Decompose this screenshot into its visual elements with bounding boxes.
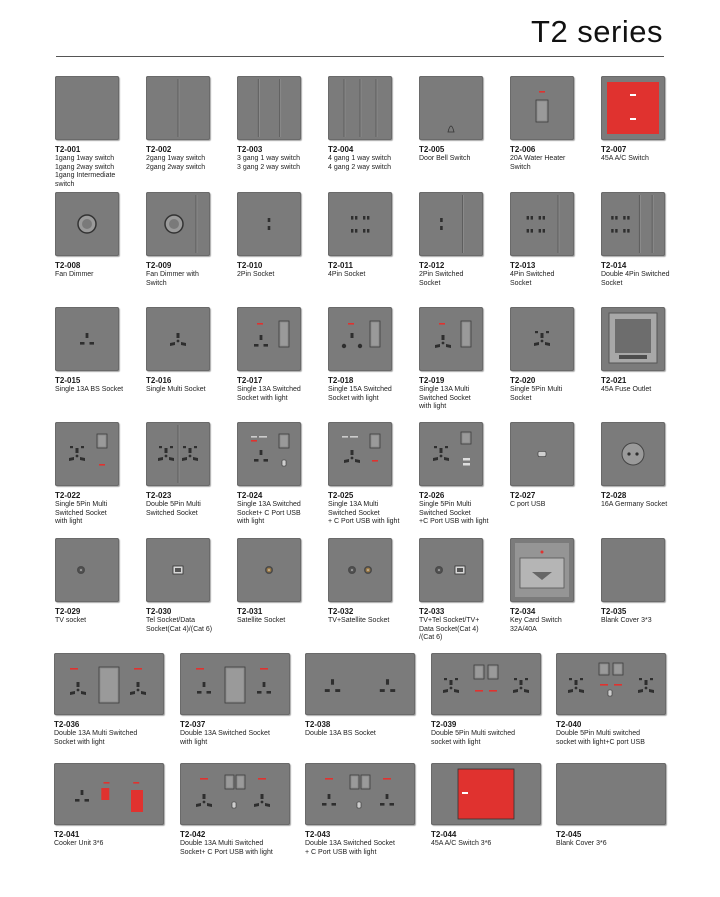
product-code: T2-019: [419, 376, 445, 385]
4pin-socket-icon: [328, 192, 392, 256]
cooker-unit-icon: [54, 763, 164, 825]
product-description: 2Pin Switched Socket: [419, 271, 464, 287]
product-description: Double 13A Multi Switched Socket with light: [54, 730, 138, 746]
satellite-socket-icon: [237, 538, 301, 602]
product-code: T2-013: [510, 261, 536, 270]
double-bs-switched-icon: [180, 653, 290, 715]
product-description: Single 5Pin Multi Switched Socket +C Port USB with light: [419, 501, 489, 526]
product-description: Fan Dimmer with Switch: [146, 271, 199, 287]
page-title: T2 series: [531, 14, 663, 49]
product-code: T2-016: [146, 376, 172, 385]
switch-1g-icon: [55, 76, 119, 140]
product-code: T2-009: [146, 261, 172, 270]
product-description: 3 gang 1 way switch 3 gang 2 way switch: [237, 155, 301, 171]
product-code: T2-042: [180, 830, 206, 839]
product-code: T2-043: [305, 830, 331, 839]
5pin-multi-socket-icon: [510, 307, 574, 371]
data-socket-icon: [146, 538, 210, 602]
multi-usb-socket-icon: [328, 422, 392, 486]
product-code: T2-007: [601, 145, 627, 154]
product-description: Double 4Pin Switched Socket: [601, 271, 670, 287]
multi-switched-socket-icon: [419, 307, 483, 371]
bs-socket-icon: [55, 307, 119, 371]
fan-dimmer-switch-icon: [146, 192, 210, 256]
blank-cover-icon: [601, 538, 665, 602]
switch-4g-icon: [328, 76, 392, 140]
product-code: T2-011: [328, 261, 353, 270]
water-heater-switch-icon: [510, 76, 574, 140]
product-code: T2-035: [601, 607, 627, 616]
product-code: T2-044: [431, 830, 457, 839]
4pin-switched-socket-icon: [510, 192, 574, 256]
fan-dimmer-icon: [55, 192, 119, 256]
product-description: Single Multi Socket: [146, 386, 206, 393]
double-multi-switched-icon: [54, 653, 164, 715]
product-description: 1gang 1way switch 1gang 2way switch 1gang Intermediate switch: [55, 155, 116, 188]
key-card-switch-icon: [510, 538, 574, 602]
product-description: Single 13A Multi Switched Socket with light: [419, 386, 471, 411]
product-description: Single 5Pin Multi Socket: [510, 386, 563, 402]
product-description: 20A Water Heater Switch: [510, 155, 566, 171]
product-description: 2gang 1way switch 2gang 2way switch: [146, 155, 206, 171]
double-bs-icon: [305, 653, 415, 715]
product-description: TV socket: [55, 617, 87, 624]
product-code: T2-014: [601, 261, 627, 270]
product-code: T2-018: [328, 376, 354, 385]
schuko-socket-icon: [601, 422, 665, 486]
bell-switch-icon: [419, 76, 483, 140]
product-code: T2-026: [419, 491, 445, 500]
product-code: T2-033: [419, 607, 445, 616]
product-description: 16A Germany Socket: [601, 501, 668, 508]
product-description: 45A A/C Switch 3*6: [431, 840, 492, 847]
ac-switch-wide-icon: [431, 763, 541, 825]
product-description: Double 13A Multi Switched Socket+ C Port USB with light: [180, 840, 273, 856]
product-code: T2-006: [510, 145, 536, 154]
product-code: T2-004: [328, 145, 354, 154]
fuse-outlet-icon: [601, 307, 665, 371]
product-code: T2-032: [328, 607, 354, 616]
product-code: T2-029: [55, 607, 81, 616]
product-description: 45A A/C Switch: [601, 155, 649, 162]
product-description: Double 13A BS Socket: [305, 730, 376, 737]
product-code: T2-022: [55, 491, 81, 500]
product-code: T2-038: [305, 720, 331, 729]
product-description: TV+Satellite Socket: [328, 617, 390, 624]
multi-socket-icon: [146, 307, 210, 371]
product-description: Single 13A BS Socket: [55, 386, 124, 393]
product-code: T2-002: [146, 145, 172, 154]
product-code: T2-001: [55, 145, 81, 154]
tv-data-socket-icon: [419, 538, 483, 602]
product-code: T2-023: [146, 491, 172, 500]
product-description: Blank Cover 3*3: [601, 617, 652, 624]
product-description: Double 5Pin Multi switched socket with light+C port USB: [556, 730, 645, 746]
product-description: Double 13A Switched Socket with light: [180, 730, 270, 746]
bs-usb-socket-icon: [237, 422, 301, 486]
product-description: Single 13A Switched Socket with light: [237, 386, 301, 402]
product-description: Door Bell Switch: [419, 155, 471, 162]
product-description: C port USB: [510, 501, 546, 508]
product-description: Blank Cover 3*6: [556, 840, 607, 847]
product-description: Key Card Switch 32A/40A: [510, 617, 562, 633]
product-description: 2Pin Socket: [237, 271, 275, 278]
product-code: T2-037: [180, 720, 206, 729]
product-code: T2-034: [510, 607, 536, 616]
15a-switched-socket-icon: [328, 307, 392, 371]
product-code: T2-045: [556, 830, 582, 839]
product-code: T2-012: [419, 261, 445, 270]
product-description: Fan Dimmer: [55, 271, 94, 278]
product-code: T2-027: [510, 491, 536, 500]
product-description: Double 5Pin Multi switched socket with light: [431, 730, 516, 746]
product-code: T2-031: [237, 607, 263, 616]
product-code: T2-003: [237, 145, 263, 154]
ac-switch-icon: [601, 76, 665, 140]
double-multi-usb-icon: [180, 763, 290, 825]
product-description: Single 13A Multi Switched Socket + C Port USB with light: [328, 501, 400, 526]
product-description: Double 5Pin Multi Switched Socket: [146, 501, 201, 517]
product-description: Double 13A Switched Socket + C Port USB with light: [305, 840, 395, 856]
double-5pin-socket-icon: [146, 422, 210, 486]
switch-3g-icon: [237, 76, 301, 140]
2pin-socket-icon: [237, 192, 301, 256]
product-code: T2-028: [601, 491, 627, 500]
switch-2g-icon: [146, 76, 210, 140]
product-description: Single 15A Switched Socket with light: [328, 386, 392, 402]
product-code: T2-040: [556, 720, 582, 729]
tv-satellite-socket-icon: [328, 538, 392, 602]
double-bs-usb-icon: [305, 763, 415, 825]
product-description: TV+Tel Socket/TV+ Data Socket(Cat 4) /(Cat 6): [419, 617, 480, 642]
tv-socket-icon: [55, 538, 119, 602]
bs-switched-socket-icon: [237, 307, 301, 371]
5pin-switched-socket-icon: [55, 422, 119, 486]
product-description: Single 13A Switched Socket+ C Port USB with light: [237, 501, 301, 526]
5pin-usb-socket-icon: [419, 422, 483, 486]
2pin-switched-socket-icon: [419, 192, 483, 256]
usb-c-icon: [510, 422, 574, 486]
product-code: T2-015: [55, 376, 81, 385]
product-code: T2-021: [601, 376, 627, 385]
product-description: Single 5Pin Multi Switched Socket with light: [55, 501, 108, 526]
product-code: T2-036: [54, 720, 80, 729]
product-description: Satellite Socket: [237, 617, 286, 624]
title-divider: [56, 56, 664, 57]
double-5pin-usb-icon: [556, 653, 666, 715]
product-code: T2-025: [328, 491, 354, 500]
product-description: 4Pin Switched Socket: [510, 271, 555, 287]
product-code: T2-030: [146, 607, 172, 616]
double-5pin-switched-icon: [431, 653, 541, 715]
blank-cover-wide-icon: [556, 763, 666, 825]
product-code: T2-041: [54, 830, 80, 839]
product-description: 4Pin Socket: [328, 271, 366, 278]
product-code: T2-039: [431, 720, 457, 729]
product-code: T2-005: [419, 145, 445, 154]
product-code: T2-017: [237, 376, 263, 385]
double-4pin-switched-socket-icon: [601, 192, 665, 256]
product-code: T2-024: [237, 491, 263, 500]
product-code: T2-010: [237, 261, 263, 270]
product-description: Cooker Unit 3*6: [54, 840, 104, 847]
product-description: 45A Fuse Outlet: [601, 386, 652, 393]
product-description: Tel Socket/Data Socket(Cat 4)/(Cat 6): [146, 617, 213, 633]
product-description: 4 gang 1 way switch 4 gang 2 way switch: [328, 155, 392, 171]
product-code: T2-020: [510, 376, 536, 385]
product-code: T2-008: [55, 261, 81, 270]
